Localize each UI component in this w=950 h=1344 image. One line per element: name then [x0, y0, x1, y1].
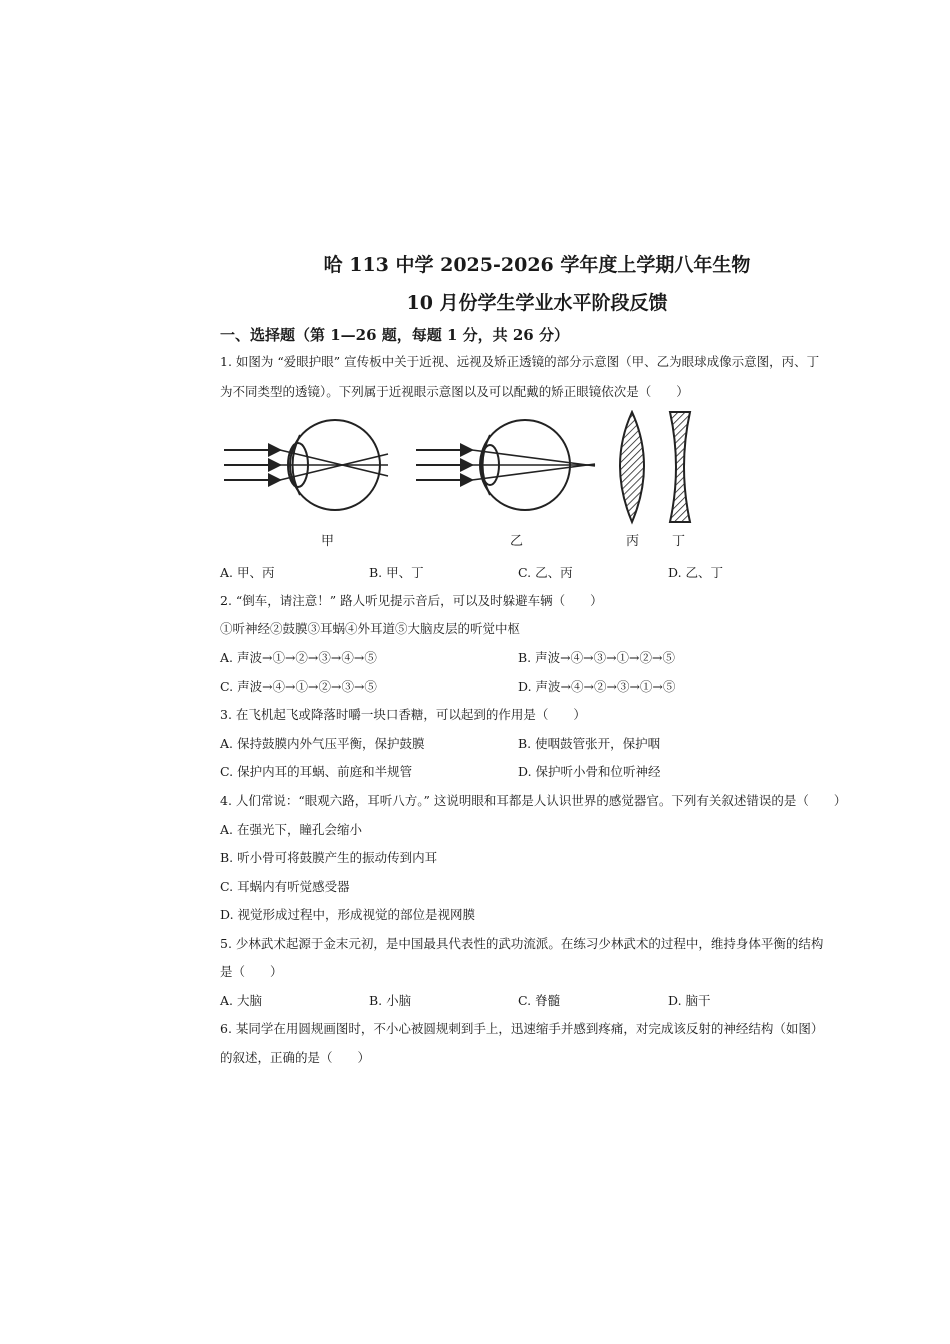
q1-option-b: B. 甲、丁	[369, 565, 424, 580]
q2-stem-line1: 2. “倒车，请注意！” 路人听见提示音后，可以及时躲避车辆（ ）	[220, 593, 603, 608]
q2-stem-line2: ①听神经②鼓膜③耳蜗④外耳道⑤大脑皮层的听觉中枢	[220, 621, 521, 636]
q1-option-c: C. 乙、丙	[518, 565, 573, 580]
q1-stem-line2: 为不同类型的透镜）。下列属于近视眼示意图以及可以配戴的矫正眼镜依次是（ ）	[220, 384, 689, 399]
eye-yi-diagram	[416, 420, 595, 510]
q2-option-b: B. 声波→④→③→①→②→⑤	[518, 650, 676, 665]
q2-option-a: A. 声波→①→②→③→④→⑤	[220, 650, 377, 665]
q4-option-c: C. 耳蜗内有听觉感受器	[220, 879, 350, 894]
q5-option-a: A. 大脑	[220, 993, 262, 1008]
q3-option-d: D. 保护听小骨和位听神经	[518, 764, 661, 779]
eye-lens-figure	[220, 410, 720, 530]
section-heading: 一、选择题（第 1—26 题，每题 1 分，共 26 分）	[220, 326, 569, 344]
q4-option-d: D. 视觉形成过程中，形成视觉的部位是视网膜	[220, 907, 476, 922]
q3-option-a: A. 保持鼓膜内外气压平衡，保护鼓膜	[220, 736, 425, 751]
q4-option-b: B. 听小骨可将鼓膜产生的振动传到内耳	[220, 850, 438, 865]
eye-jia-diagram	[224, 420, 388, 510]
q6-stem-line2: 的叙述，正确的是（ ）	[220, 1050, 371, 1065]
concave-lens-ding	[670, 412, 690, 522]
figure-label-bing: 丙	[626, 534, 640, 549]
title-line-2: 10 月份学生学业水平阶段反馈	[406, 292, 668, 314]
q6-stem-line1: 6. 某同学在用圆规画图时，不小心被圆规刺到手上，迅速缩手并感到疼痛，对完成该反射的神经结构（如图）	[220, 1021, 824, 1036]
q1-option-a: A. 甲、丙	[220, 565, 275, 580]
q1-option-d: D. 乙、丁	[668, 565, 724, 580]
q2-option-d: D. 声波→④→②→③→①→⑤	[518, 679, 676, 694]
figure-label-ding: 丁	[672, 534, 686, 549]
q4-stem: 4. 人们常说：“眼观六路，耳听八方。” 这说明眼和耳都是人认识世界的感觉器官。下列有关叙述错误的是（ ）	[220, 793, 847, 808]
title-line-1: 哈 113 中学 2025-2026 学年度上学期八年生物	[323, 254, 751, 276]
q5-option-b: B. 小脑	[369, 993, 412, 1008]
convex-lens-bing	[620, 412, 644, 522]
figure-label-yi: 乙	[510, 534, 524, 549]
figure-label-jia: 甲	[321, 534, 335, 549]
q3-option-c: C. 保护内耳的耳蜗、前庭和半规管	[220, 764, 413, 779]
q3-stem: 3. 在飞机起飞或降落时嚼一块口香糖，可以起到的作用是（ ）	[220, 707, 586, 722]
q2-option-c: C. 声波→④→①→②→③→⑤	[220, 679, 377, 694]
q3-option-b: B. 使咽鼓管张开，保护咽	[518, 736, 661, 751]
q4-option-a: A. 在强光下，瞳孔会缩小	[220, 822, 362, 837]
q5-option-c: C. 脊髓	[518, 993, 561, 1008]
q5-stem-line1: 5. 少林武术起源于金末元初，是中国最具代表性的武功流派。在练习少林武术的过程中，维持身体平衡的结构	[220, 936, 824, 951]
q5-stem-line2: 是（ ）	[220, 964, 283, 979]
q5-option-d: D. 脑干	[668, 993, 711, 1008]
q1-stem-line1: 1. 如图为 “爱眼护眼” 宣传板中关于近视、远视及矫正透镜的部分示意图（甲、乙为眼球成像示意图，丙、丁	[220, 354, 820, 369]
